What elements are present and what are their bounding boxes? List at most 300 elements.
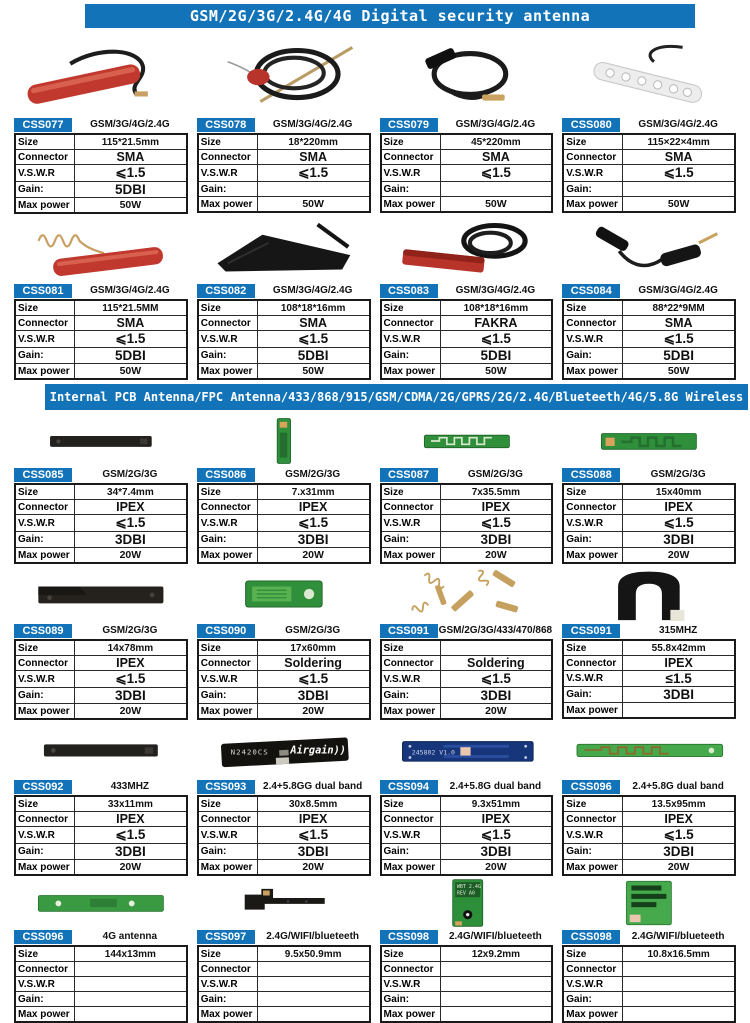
spec-label-size: Size (198, 946, 258, 962)
spec-value-vswr (623, 977, 735, 992)
spec-table (562, 795, 736, 876)
product-code-badge: CSS078 (197, 118, 255, 132)
spec-label-connector: Connector (563, 812, 623, 827)
product-card-css077 (14, 32, 188, 214)
spec-label-size: Size (198, 484, 258, 500)
spec-label-vswr: V.S.W.R (563, 165, 623, 182)
spec-label-gain: Gain: (198, 182, 258, 197)
product-card-css084 (562, 216, 736, 380)
spec-value-maxpower: 20W (440, 860, 552, 876)
spec-value-gain: 3DBI (623, 687, 735, 703)
spec-label-maxpower: Max power (563, 860, 623, 876)
coiled-cable-antenna-image (197, 32, 371, 116)
spec-value-connector: FAKRA (440, 316, 552, 331)
spec-value-vswr: ⩽1.5 (75, 331, 187, 348)
spec-value-connector: IPEX (75, 812, 187, 827)
spec-value-connector (257, 962, 369, 977)
red-patch-antenna-with-coiled-cable-image (380, 216, 554, 282)
spec-table (14, 945, 188, 1023)
spec-label-vswr: V.S.W.R (15, 977, 75, 992)
spec-label-size: Size (15, 796, 75, 812)
spec-label-connector: Connector (381, 962, 441, 977)
spec-label-size: Size (381, 134, 441, 150)
spec-label-vswr: V.S.W.R (381, 331, 441, 348)
product-card-css090 (197, 566, 371, 720)
spec-label-vswr: V.S.W.R (198, 331, 258, 348)
spec-label-vswr: V.S.W.R (381, 671, 441, 688)
spec-value-vswr (75, 977, 187, 992)
spec-value-gain: 3DBI (440, 844, 552, 860)
spec-label-connector: Connector (198, 316, 258, 331)
spec-label-maxpower: Max power (198, 860, 258, 876)
spec-value-gain (440, 182, 552, 197)
spec-value-maxpower: 20W (623, 548, 735, 564)
product-card-css087 (380, 416, 554, 564)
spec-value-size: 30x8.5mm (257, 796, 369, 812)
spec-value-vswr: ⩽1.5 (623, 515, 735, 532)
spec-label-gain: Gain: (15, 348, 75, 364)
spec-label-size: Size (381, 484, 441, 500)
spec-value-maxpower: 50W (440, 364, 552, 380)
spec-value-maxpower: 50W (623, 197, 735, 213)
pcb-silkscreen-text: WBT 2.4G (456, 884, 481, 890)
spec-value-vswr: ⩽1.5 (623, 331, 735, 348)
spec-value-gain: 3DBI (257, 844, 369, 860)
black-fpc-strip-wide-image (14, 566, 188, 622)
product-code-badge: CSS093 (197, 780, 255, 794)
product-band-label: GSM/3G/4G/2.4G (90, 119, 170, 130)
spec-label-size: Size (381, 640, 441, 656)
spec-value-size: 15x40mm (623, 484, 735, 500)
spec-label-size: Size (381, 300, 441, 316)
product-band-label: GSM/3G/4G/2.4G (272, 119, 353, 130)
spec-value-size: 13.5x95mm (623, 796, 735, 812)
spec-value-connector: IPEX (623, 656, 735, 671)
spec-value-size: 34*7.4mm (75, 484, 187, 500)
spec-value-connector (440, 962, 552, 977)
spec-label-connector: Connector (563, 962, 623, 977)
spec-value-maxpower: 20W (257, 704, 369, 720)
green-pcb-bar-image (14, 878, 188, 928)
spec-value-maxpower (623, 703, 735, 719)
product-card-css086 (197, 416, 371, 564)
pcb-silkscreen-text-2: REV A0 (456, 890, 475, 897)
spec-label-connector: Connector (198, 500, 258, 515)
black-fin-antenna-image (197, 216, 371, 282)
spec-value-size: 88*22*9MM (623, 300, 735, 316)
spec-table (197, 795, 371, 876)
spec-value-gain: 5DBI (75, 348, 187, 364)
spec-label-vswr: V.S.W.R (198, 827, 258, 844)
product-card-css094 (380, 722, 554, 876)
spec-label-gain: Gain: (198, 688, 258, 704)
spec-label-vswr: V.S.W.R (563, 827, 623, 844)
spec-label-maxpower: Max power (563, 197, 623, 213)
spec-value-maxpower: 50W (257, 197, 369, 213)
green-pcb-strip-image (380, 416, 554, 466)
product-band-label: GSM/3G/4G/2.4G (455, 119, 536, 130)
spec-label-gain: Gain: (15, 532, 75, 548)
product-band-label: GSM/2G/3G (467, 469, 523, 480)
spec-value-connector: IPEX (623, 812, 735, 827)
spec-label-maxpower: Max power (15, 198, 75, 214)
spec-label-gain: Gain: (381, 992, 441, 1007)
spec-label-gain: Gain: (198, 992, 258, 1007)
spec-label-vswr: V.S.W.R (563, 671, 623, 687)
spec-label-gain: Gain: (563, 844, 623, 860)
product-code-badge: CSS091 (562, 624, 620, 638)
black-pcb-airgain-image (197, 722, 371, 778)
black-arch-antenna-image (562, 566, 736, 622)
spec-value-gain (623, 992, 735, 1007)
spec-value-connector: IPEX (75, 500, 187, 515)
spec-value-vswr: ⩽1.5 (75, 515, 187, 532)
spec-value-connector: IPEX (440, 812, 552, 827)
spec-label-gain: Gain: (15, 992, 75, 1007)
spec-label-maxpower: Max power (563, 548, 623, 564)
spec-value-connector: SMA (623, 150, 735, 165)
black-fpc-angular-image (197, 878, 371, 928)
spec-label-size: Size (563, 484, 623, 500)
spec-value-size: 55.8x42mm (623, 640, 735, 656)
spec-value-size: 144x13mm (75, 946, 187, 962)
product-code-badge: CSS080 (562, 118, 620, 132)
spec-value-gain (623, 182, 735, 197)
spec-value-gain: 3DBI (257, 532, 369, 548)
spec-value-connector: IPEX (75, 656, 187, 671)
product-band-label: GSM/2G/3G (650, 469, 706, 480)
spec-label-vswr: V.S.W.R (198, 515, 258, 532)
spec-label-size: Size (15, 300, 75, 316)
spec-label-maxpower: Max power (563, 703, 623, 719)
spec-value-size (440, 640, 552, 656)
spec-value-vswr: ≤1.5 (623, 671, 735, 687)
red-bar-antenna-with-cable-image (14, 32, 188, 116)
spec-table (14, 483, 188, 564)
spec-label-connector: Connector (381, 316, 441, 331)
product-card-css096 (562, 722, 736, 876)
product-band-label: 2.4+5.8G dual band (449, 781, 542, 792)
spec-value-size: 7.x31mm (257, 484, 369, 500)
spec-label-maxpower: Max power (15, 860, 75, 876)
spec-value-maxpower (440, 1007, 552, 1023)
spec-label-size: Size (563, 134, 623, 150)
product-code-badge: CSS096 (562, 780, 620, 794)
spec-label-vswr: V.S.W.R (15, 331, 75, 348)
spec-label-gain: Gain: (563, 348, 623, 364)
spec-label-connector: Connector (563, 500, 623, 515)
product-band-label: 2.4G/WIFI/blueteeth (266, 931, 360, 942)
spec-value-size: 115*21.5MM (75, 300, 187, 316)
spec-value-connector: IPEX (623, 500, 735, 515)
product-code-badge: CSS082 (197, 284, 255, 298)
spec-label-maxpower: Max power (15, 364, 75, 380)
spec-value-maxpower: 50W (75, 364, 187, 380)
product-card-css098-b (562, 878, 736, 1023)
spec-value-connector: SMA (440, 150, 552, 165)
spec-label-maxpower: Max power (198, 1007, 258, 1023)
product-card-css092 (14, 722, 188, 876)
spec-value-connector: IPEX (257, 812, 369, 827)
spec-label-connector: Connector (563, 150, 623, 165)
spec-label-gain: Gain: (15, 182, 75, 198)
spec-label-vswr: V.S.W.R (381, 827, 441, 844)
spec-label-connector: Connector (15, 962, 75, 977)
spec-value-gain: 5DBI (75, 182, 187, 198)
spec-label-connector: Connector (198, 656, 258, 671)
product-code-badge: CSS079 (380, 118, 438, 132)
product-code-badge: CSS087 (380, 468, 438, 482)
spec-value-vswr: ⩽1.5 (75, 165, 187, 182)
product-card-css091-b (562, 566, 736, 720)
spec-value-vswr: ⩽1.5 (257, 515, 369, 532)
spec-value-size: 33x11mm (75, 796, 187, 812)
spec-label-maxpower: Max power (15, 548, 75, 564)
spec-label-connector: Connector (15, 500, 75, 515)
spec-value-vswr: ⩽1.5 (623, 827, 735, 844)
product-band-label: GSM/2G/3G (285, 625, 341, 636)
spec-value-maxpower: 50W (75, 198, 187, 214)
product-code-badge: CSS097 (197, 930, 255, 944)
spec-label-gain: Gain: (563, 182, 623, 197)
spec-value-gain: 3DBI (257, 688, 369, 704)
spec-label-connector: Connector (198, 962, 258, 977)
product-band-label: 4G antenna (102, 931, 158, 942)
black-fpc-strip-image (14, 416, 188, 466)
spec-value-gain: 5DBI (623, 348, 735, 364)
spec-value-size: 10.8x16.5mm (623, 946, 735, 962)
pcb-brand-text: Airgain)) (290, 744, 346, 757)
spec-label-size: Size (381, 796, 441, 812)
product-card-css082 (197, 216, 371, 380)
spec-value-maxpower: 20W (75, 860, 187, 876)
green-pcb-strip-vertical-image (197, 416, 371, 466)
spec-label-gain: Gain: (563, 992, 623, 1007)
spec-label-gain: Gain: (198, 348, 258, 364)
spec-value-connector (75, 962, 187, 977)
spec-value-size: 9.3x51mm (440, 796, 552, 812)
spec-value-gain: 3DBI (75, 532, 187, 548)
spec-value-maxpower: 50W (257, 364, 369, 380)
spec-label-maxpower: Max power (198, 364, 258, 380)
spec-value-size: 7x35.5mm (440, 484, 552, 500)
product-card-css079 (380, 32, 554, 214)
spec-value-connector: SMA (257, 150, 369, 165)
product-code-badge: CSS077 (14, 118, 72, 132)
product-code-badge: CSS086 (197, 468, 255, 482)
product-code-badge: CSS088 (562, 468, 620, 482)
spec-value-gain: 3DBI (75, 844, 187, 860)
spec-label-connector: Connector (15, 316, 75, 331)
product-code-badge: CSS089 (14, 624, 72, 638)
spec-value-maxpower: 20W (257, 548, 369, 564)
spec-value-vswr (440, 977, 552, 992)
spec-label-size: Size (381, 946, 441, 962)
spec-label-vswr: V.S.W.R (15, 165, 75, 182)
spec-label-gain: Gain: (381, 532, 441, 548)
spec-table (197, 299, 371, 380)
spec-label-maxpower: Max power (381, 197, 441, 213)
spec-label-connector: Connector (563, 656, 623, 671)
green-pcb-long-strip-image (562, 722, 736, 778)
product-card-css096-b (14, 878, 188, 1023)
spec-label-maxpower: Max power (198, 704, 258, 720)
spec-label-size: Size (15, 946, 75, 962)
white-strip-antenna-with-cable-image (562, 32, 736, 116)
spec-label-maxpower: Max power (563, 1007, 623, 1023)
spec-label-gain: Gain: (15, 844, 75, 860)
spec-table (197, 133, 371, 213)
spec-label-size: Size (563, 796, 623, 812)
spec-label-maxpower: Max power (198, 548, 258, 564)
spec-value-size: 17x60mm (257, 640, 369, 656)
product-card-css089 (14, 566, 188, 720)
spec-label-gain: Gain: (198, 844, 258, 860)
spec-value-gain: 5DBI (257, 348, 369, 364)
spec-label-connector: Connector (563, 316, 623, 331)
spec-value-size: 12x9.2mm (440, 946, 552, 962)
section-banner: Internal PCB Antenna/FPC Antenna/433/868/915/GSM/CDMA/2G/GPRS/2G/2.4G/Blueteeth/4G/5.8G Wireless transmission (45, 384, 748, 410)
spec-label-maxpower: Max power (381, 548, 441, 564)
spec-value-size: 115*21.5mm (75, 134, 187, 150)
product-code-badge: CSS085 (14, 468, 72, 482)
spec-label-size: Size (563, 946, 623, 962)
spec-value-size: 18*220mm (257, 134, 369, 150)
spec-table (562, 299, 736, 380)
spec-value-gain (440, 992, 552, 1007)
spec-value-size: 45*220mm (440, 134, 552, 150)
spec-label-gain: Gain: (563, 687, 623, 703)
spec-table (197, 945, 371, 1023)
product-band-label: 2.4+5.8GG dual band (263, 781, 363, 792)
spec-value-gain: 3DBI (440, 532, 552, 548)
spec-label-maxpower: Max power (381, 364, 441, 380)
spec-label-size: Size (15, 134, 75, 150)
spec-label-vswr: V.S.W.R (15, 515, 75, 532)
spec-value-size: 108*18*16mm (440, 300, 552, 316)
spec-label-maxpower: Max power (381, 704, 441, 720)
product-band-label: GSM/3G/4G/2.4G (638, 285, 718, 296)
product-band-label: 2.4G/WIFI/blueteeth (631, 931, 725, 942)
spec-label-vswr: V.S.W.R (563, 515, 623, 532)
spec-label-connector: Connector (15, 150, 75, 165)
spec-value-gain: 3DBI (623, 844, 735, 860)
spec-value-vswr: ⩽1.5 (75, 671, 187, 688)
spec-label-connector: Connector (381, 150, 441, 165)
spec-value-maxpower: 20W (257, 860, 369, 876)
product-code-badge: CSS094 (380, 780, 438, 794)
blue-pcb-strip-image (380, 722, 554, 778)
pcb-silkscreen-text: 245802 V1.0 (411, 748, 455, 757)
spec-table (380, 299, 554, 380)
spec-value-connector: SMA (257, 316, 369, 331)
product-code-badge: CSS092 (14, 780, 72, 794)
spec-label-maxpower: Max power (198, 197, 258, 213)
spec-label-maxpower: Max power (563, 364, 623, 380)
product-card-css083 (380, 216, 554, 380)
product-card-css081 (14, 216, 188, 380)
spec-label-vswr: V.S.W.R (563, 331, 623, 348)
product-band-label: 2.4+5.8G dual band (632, 781, 724, 792)
spec-value-vswr: ⩽1.5 (75, 827, 187, 844)
spec-value-gain: 3DBI (75, 688, 187, 704)
spec-label-vswr: V.S.W.R (198, 977, 258, 992)
spec-value-maxpower (257, 1007, 369, 1023)
spec-value-connector (623, 962, 735, 977)
spec-label-vswr: V.S.W.R (198, 671, 258, 688)
spec-label-gain: Gain: (381, 348, 441, 364)
spec-value-vswr: ⩽1.5 (440, 671, 552, 688)
spec-label-maxpower: Max power (15, 1007, 75, 1023)
spec-value-gain (257, 182, 369, 197)
spec-table (380, 133, 554, 213)
spec-table (14, 133, 188, 214)
product-card-css093 (197, 722, 371, 876)
product-code-badge: CSS098 (380, 930, 438, 944)
spec-table (562, 945, 736, 1023)
spec-value-connector: IPEX (257, 500, 369, 515)
product-band-label: 315MHZ (658, 625, 698, 636)
spec-value-vswr: ⩽1.5 (257, 827, 369, 844)
spec-label-vswr: V.S.W.R (15, 671, 75, 688)
spec-label-size: Size (198, 796, 258, 812)
spec-label-connector: Connector (381, 656, 441, 671)
spec-value-vswr: ⩽1.5 (257, 165, 369, 182)
spec-value-maxpower: 20W (75, 704, 187, 720)
spec-value-maxpower: 20W (75, 548, 187, 564)
green-pcb-module-image (197, 566, 371, 622)
spec-label-vswr: V.S.W.R (198, 165, 258, 182)
spec-value-size: 108*18*16mm (257, 300, 369, 316)
spec-value-vswr: ⩽1.5 (440, 331, 552, 348)
spec-value-maxpower: 20W (623, 860, 735, 876)
product-band-label: 2.4G/WIFI/blueteeth (448, 931, 542, 942)
product-card-css078 (197, 32, 371, 214)
spec-table (14, 795, 188, 876)
spec-label-connector: Connector (381, 812, 441, 827)
spec-value-maxpower (75, 1007, 187, 1023)
spec-value-vswr: ⩽1.5 (440, 827, 552, 844)
product-band-label: GSM/3G/4G/2.4G (455, 285, 536, 296)
spec-value-vswr: ⩽1.5 (440, 165, 552, 182)
spec-value-vswr: ⩽1.5 (257, 671, 369, 688)
green-pcb-strip-wide-image (562, 416, 736, 466)
product-card-css085 (14, 416, 188, 564)
spec-value-size: 115×22×4mm (623, 134, 735, 150)
spec-table (197, 483, 371, 564)
spec-value-connector: Soldering (257, 656, 369, 671)
spec-value-maxpower: 50W (623, 364, 735, 380)
spec-label-connector: Connector (381, 500, 441, 515)
product-card-css088 (562, 416, 736, 564)
spec-label-vswr: V.S.W.R (381, 977, 441, 992)
title-banner: GSM/2G/3G/2.4G/4G Digital security antenna (85, 4, 695, 28)
spec-value-gain (257, 992, 369, 1007)
spec-table (562, 639, 736, 719)
spec-value-vswr: ⩽1.5 (257, 331, 369, 348)
spec-label-size: Size (198, 134, 258, 150)
spec-value-vswr (257, 977, 369, 992)
spec-value-connector: Soldering (440, 656, 552, 671)
spec-table (562, 133, 736, 213)
spec-value-vswr: ⩽1.5 (623, 165, 735, 182)
product-card-css080 (562, 32, 736, 214)
product-card-css091 (380, 566, 554, 720)
spec-value-connector: IPEX (440, 500, 552, 515)
spec-label-size: Size (198, 300, 258, 316)
product-band-label: 433MHZ (110, 781, 150, 792)
spec-label-size: Size (198, 640, 258, 656)
